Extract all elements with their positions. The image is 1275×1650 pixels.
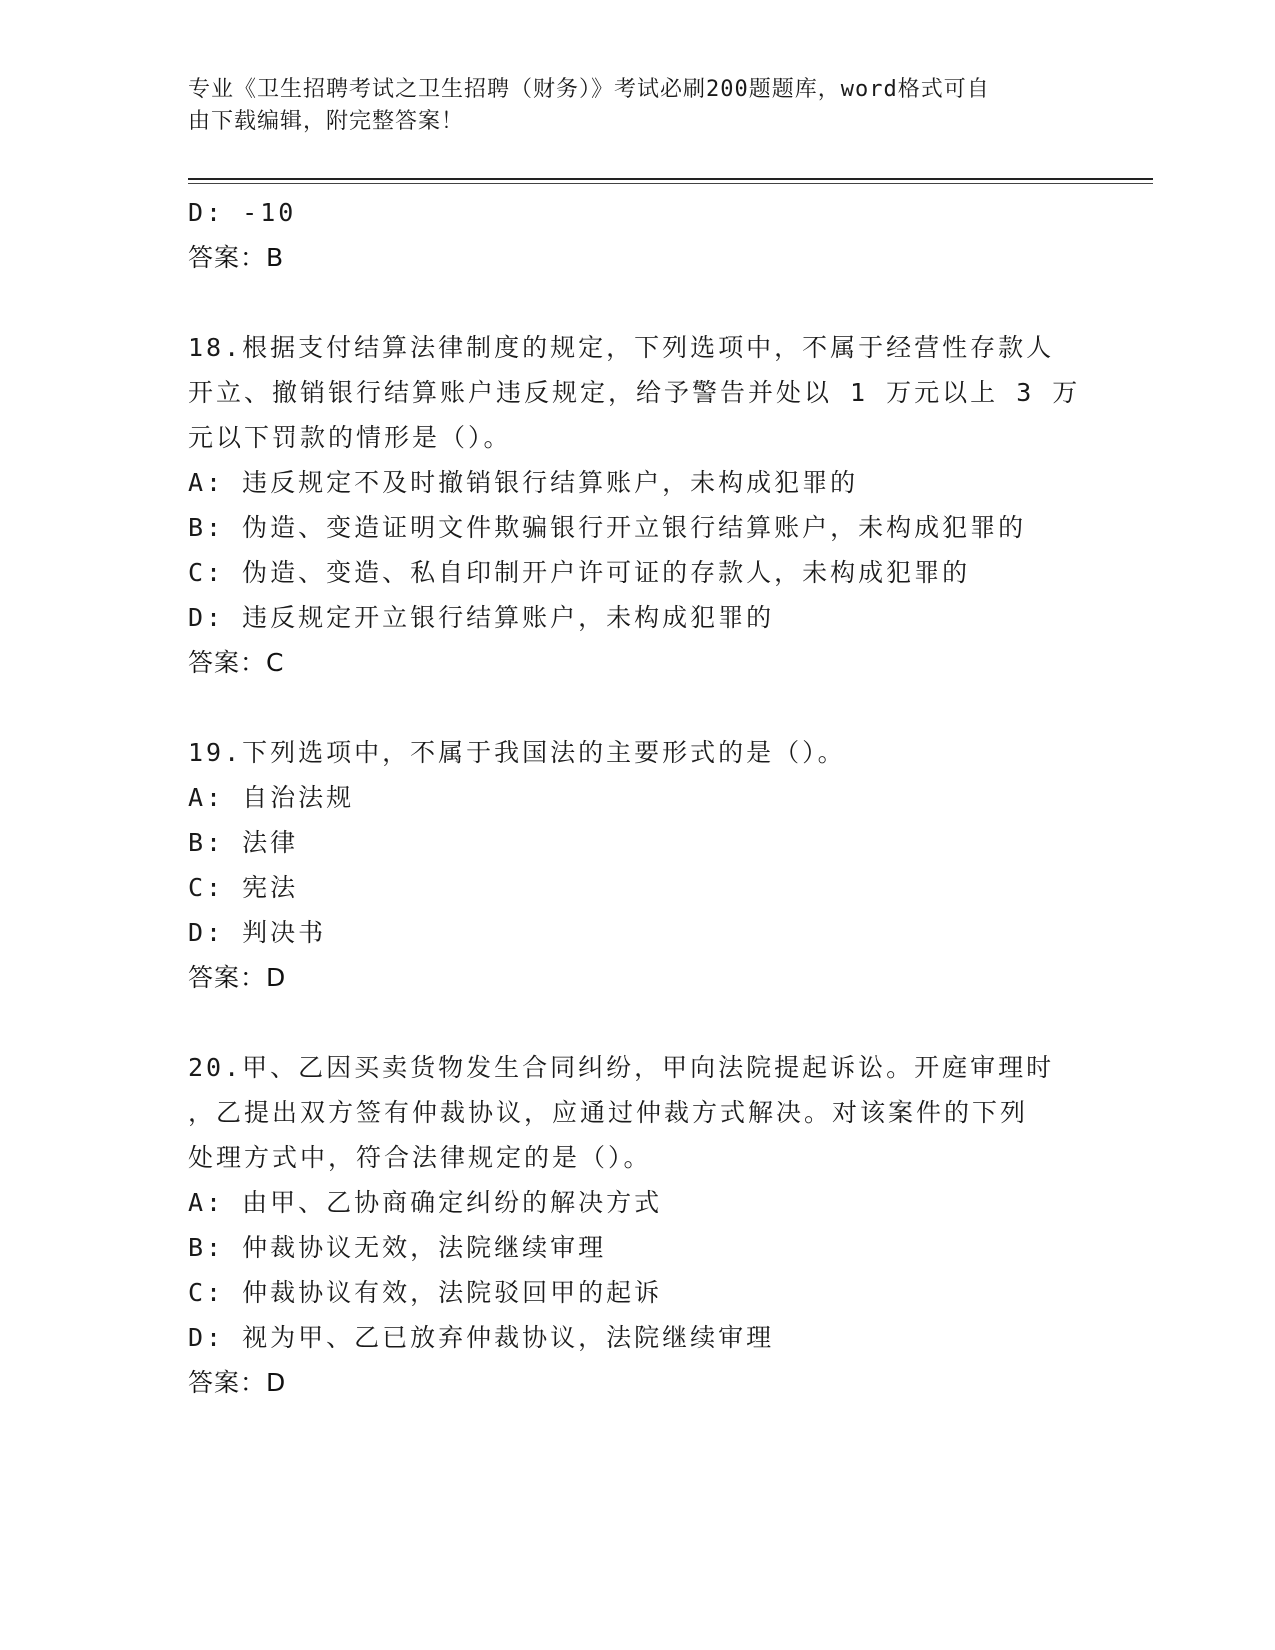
question-18-option-d: D: 违反规定开立银行结算账户，未构成犯罪的: [188, 603, 775, 632]
question-18-option-b: B: 伪造、变造证明文件欺骗银行开立银行结算账户，未构成犯罪的: [188, 513, 1027, 542]
question-18-option-c: C: 伪造、变造、私自印制开户许可证的存款人，未构成犯罪的: [188, 558, 971, 587]
header-divider-thick: [188, 178, 1153, 180]
question-19-answer: 答案：D: [188, 963, 287, 992]
question-20-option-d: D: 视为甲、乙已放弃仲裁协议，法院继续审理: [188, 1323, 775, 1352]
question-20-stem-line-1: 20.甲、乙因买卖货物发生合同纠纷，甲向法院提起诉讼。开庭审理时: [188, 1053, 1055, 1082]
spacer: [188, 280, 1088, 325]
question-20: [188, 1045, 1088, 1405]
question-19-stem-line-1: 19.下列选项中，不属于我国法的主要形式的是（）。: [188, 738, 846, 767]
question-18-stem-line-3: 元以下罚款的情形是（）。: [188, 423, 512, 452]
question-18-stem-line-2: 开立、撤销银行结算账户违反规定，给予警告并处以 1 万元以上 3 万: [188, 378, 1081, 407]
question-20-stem-line-2: ，乙提出双方签有仲裁协议，应通过仲裁方式解决。对该案件的下列: [188, 1098, 1029, 1127]
question-18-answer: 答案：C: [188, 648, 285, 677]
spacer: [188, 1000, 1088, 1045]
prev-question-answer: 答案：B: [188, 243, 285, 272]
question-content: [188, 190, 1088, 1405]
question-20-option-c: C: 仲裁协议有效，法院驳回甲的起诉: [188, 1278, 663, 1307]
question-19-option-b: B: 法律: [188, 828, 299, 857]
question-18-option-a: A: 违反规定不及时撤销银行结算账户，未构成犯罪的: [188, 468, 859, 497]
document-header: [188, 74, 1068, 138]
prev-question-option-d: D: -10: [188, 198, 297, 227]
question-18: [188, 325, 1088, 685]
header-divider-thin: [188, 183, 1153, 184]
question-19: [188, 730, 1088, 1000]
question-18-stem-line-1: 18.根据支付结算法律制度的规定，下列选项中，不属于经营性存款人: [188, 333, 1055, 362]
question-20-option-b: B: 仲裁协议无效，法院继续审理: [188, 1233, 607, 1262]
question-19-option-a: A: 自治法规: [188, 783, 355, 812]
question-19-option-c: C: 宪法: [188, 873, 299, 902]
question-20-option-a: A: 由甲、乙协商确定纠纷的解决方式: [188, 1188, 663, 1217]
spacer: [188, 685, 1088, 730]
question-20-stem-line-3: 处理方式中，符合法律规定的是（）。: [188, 1143, 652, 1172]
question-19-option-d: D: 判决书: [188, 918, 327, 947]
question-20-answer: 答案：D: [188, 1368, 287, 1397]
header-line-1: 专业《卫生招聘考试之卫生招聘（财务）》考试必刷200题题库，word格式可自: [188, 77, 990, 102]
header-line-2: 由下载编辑，附完整答案！: [188, 109, 465, 134]
